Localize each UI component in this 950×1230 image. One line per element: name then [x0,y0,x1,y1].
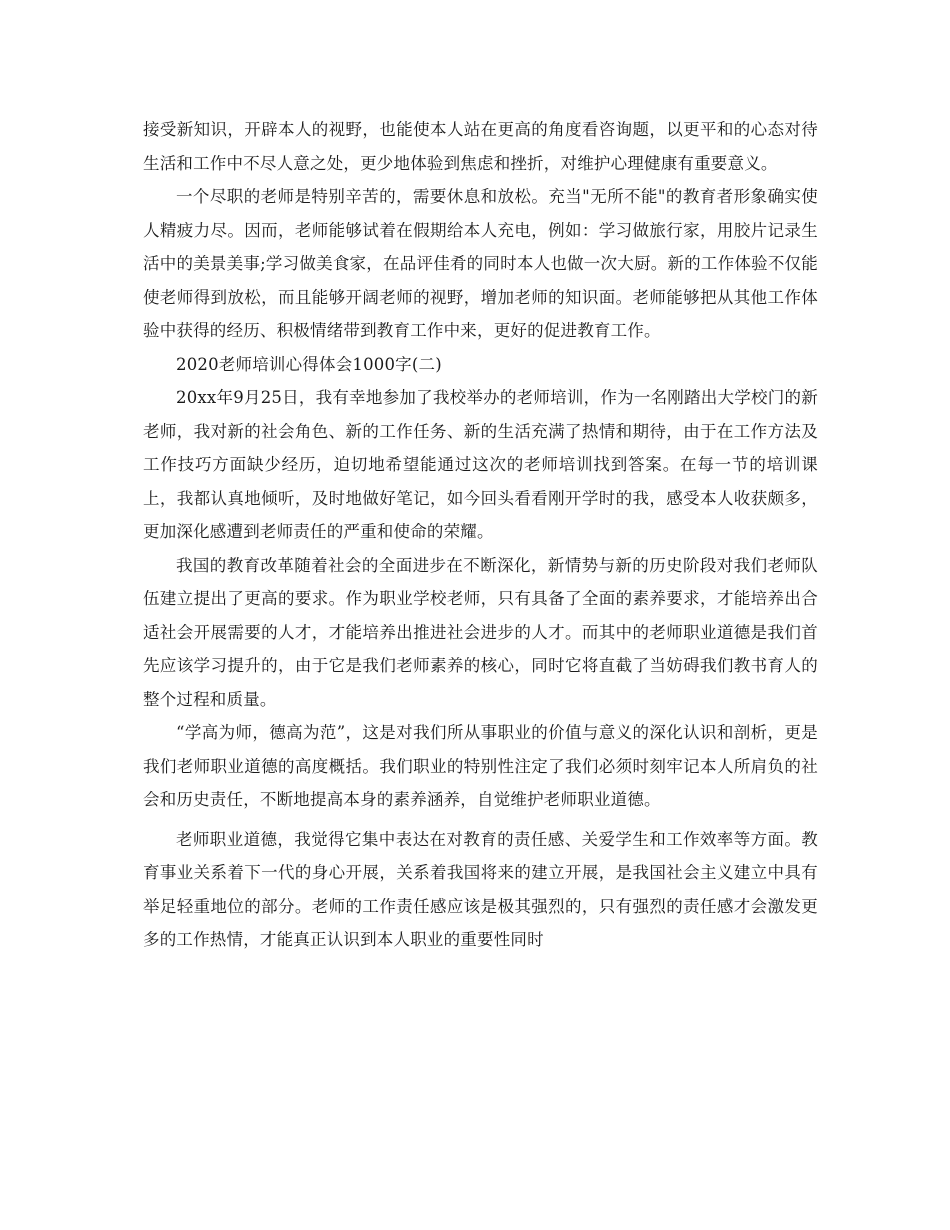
paragraph-training-date: 20xx年9月25日，我有幸地参加了我校举办的老师培训，作为一名刚踏出大学校门的新老师，我对新的社会角色、新的工作任务、新的生活充满了热情和期待，由于在工作方法及工作技巧方面缺少经历，迫切地希望能通过这次的老师培训找到答案。在每一节的培训课上，我都认真地倾听，及时地做好笔记，如今回头看看刚开学时的我，感受本人收获颇多，更加深化感遭到老师责任的严重和使命的荣耀。 [143,388,818,541]
paragraph-professional-ethics: 老师职业道德，我觉得它集中表达在对教育的责任感、关爱学生和工作效率等方面。教育事业关系着下一代的身心开展，关系着我国将来的建立开展，是我国社会主义建立中具有举足轻重地位的部分。老师的工作责任感应该是极其强烈的，只有强烈的责任感才会激发更多的工作热情，才能真正认识到本人职业的重要性同时 [143,829,818,949]
paragraph-teacher-recharge: 一个尽职的老师是特别辛苦的，需要休息和放松。充当"无所不能"的教育者形象确实使人精疲力尽。因而，老师能够试着在假期给本人充电，例如：学习做旅行家，用胶片记录生活中的美景美事;学习做美食家，在品评佳肴的同时本人也做一次大厨。新的工作体验不仅能使老师得到放松，而且能够开阔老师的视野，增加老师的知识面。老师能够把从其他工作体验中获得的经历、积极情绪带到教育工作中来，更好的促进教育工作。 [143,187,818,340]
paragraph-motto: “学高为师，德高为范”，这是对我们所从事职业的价值与意义的深化认识和剖析，更是我们老师职业道德的高度概括。我们职业的特别性注定了我们必须时刻牢记本人所肩负的社会和历史责任，不断地提高本身的素养涵养，自觉维护老师职业道德。 [143,723,818,809]
document-body [143,113,818,957]
paragraph-continuation: 接受新知识，开辟本人的视野，也能使本人站在更高的角度看咨询题，以更平和的心态对待生活和工作中不尽人意之处，更少地体验到焦虑和挫折，对维护心理健康有重要意义。 [143,120,818,173]
paragraph-education-reform: 我国的教育改革随着社会的全面进步在不断深化，新情势与新的历史阶段对我们老师队伍建立提出了更高的要求。作为职业学校老师，只有具备了全面的素养要求，才能培养出合适社会开展需要的人才，才能培养出推进社会进步的人才。而其中的老师职业道德是我们首先应该学习提升的，由于它是我们老师素养的核心，同时它将直截了当妨碍我们教书育人的整个过程和质量。 [143,555,818,709]
section-heading: 2020老师培训心得体会1000字(二) [176,354,442,374]
